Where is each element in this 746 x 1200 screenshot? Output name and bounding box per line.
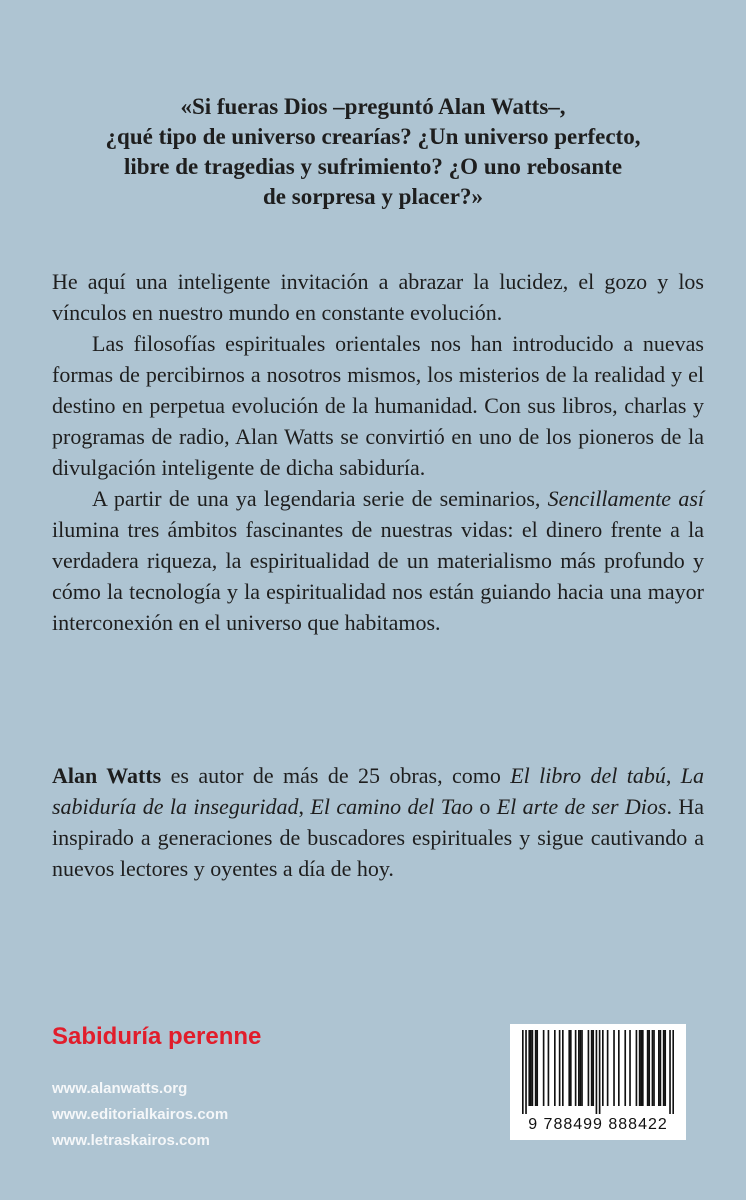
barcode-bar — [570, 1030, 572, 1106]
barcode-bar — [522, 1030, 524, 1114]
barcode-bar — [648, 1030, 650, 1106]
barcode-bar — [663, 1030, 665, 1106]
book-title: La sabiduría de la inseguridad — [52, 763, 705, 819]
barcode-bar — [581, 1030, 583, 1106]
barcode-bar — [639, 1030, 641, 1106]
website-link[interactable]: www.alanwatts.org — [52, 1080, 188, 1097]
barcode-bar — [554, 1030, 556, 1106]
bio-text: o — [472, 794, 497, 819]
book-title: El camino del Tao — [310, 794, 473, 819]
barcode-bar — [559, 1030, 561, 1106]
description-paragraph-3 — [52, 483, 704, 638]
barcode-bar — [592, 1030, 594, 1106]
website-list — [52, 1076, 228, 1154]
barcode-bar — [532, 1030, 534, 1106]
barcode-bar — [653, 1030, 655, 1106]
bio-text: , — [298, 794, 311, 819]
barcode-bar — [624, 1030, 626, 1106]
book-title: El libro del tabú — [510, 763, 666, 788]
barcode-bar — [591, 1030, 593, 1106]
book-title: Sencillamente así — [547, 486, 705, 511]
description-text: ilumina tres ámbitos fascinantes de nuestras vidas: el dinero frente a la verdadera riqueza, la espiritualidad de un materialismo más profundo y cómo la tecnología y la espiritualidad nos están guiando hacia una mayor interconexión en el universo que habitamos. — [52, 517, 704, 635]
website-link[interactable]: www.editorialkairos.com — [52, 1106, 229, 1123]
barcode-bar — [672, 1030, 674, 1114]
book-description — [52, 266, 704, 638]
barcode-bar — [578, 1030, 580, 1106]
barcode-bar — [548, 1030, 550, 1106]
barcode-bar — [580, 1030, 582, 1106]
quote-line: ¿qué tipo de universo crearías? ¿Un universo perfecto, — [105, 124, 641, 149]
barcode-bar — [568, 1030, 570, 1106]
quote-line: «Si fueras Dios –preguntó Alan Watts–, — [180, 94, 566, 119]
quote-line: libre de tragedias y sufrimiento? ¿O uno rebosante — [123, 154, 623, 179]
barcode-bar — [660, 1030, 662, 1106]
barcode-bar — [636, 1030, 638, 1106]
barcode-bars — [522, 1030, 674, 1114]
barcode-bar — [599, 1030, 601, 1114]
barcode-bar — [525, 1030, 527, 1114]
barcode-bar — [669, 1030, 671, 1114]
collection-name: Sabiduría perenne — [52, 1023, 262, 1050]
bio-text: es autor de más de 25 obras, como — [161, 763, 511, 788]
barcode-bar — [640, 1030, 642, 1106]
barcode-bar — [588, 1030, 590, 1106]
barcode-bar — [602, 1030, 604, 1106]
isbn-barcode — [510, 1024, 686, 1140]
description-paragraph-1: He aquí una inteligente invitación a abrazar la lucidez, el gozo y los vínculos en nuestro mundo en constante evolución. — [52, 269, 704, 325]
barcode-bar — [562, 1030, 564, 1106]
book-title: El arte de ser Dios — [496, 794, 667, 819]
description-text: A partir de una ya legendaria serie de seminarios, — [92, 486, 548, 511]
quote-line: de sorpresa y placer?» — [263, 184, 483, 209]
barcode-bar — [536, 1030, 538, 1106]
author-bio — [52, 760, 704, 884]
barcode-bar — [543, 1030, 545, 1106]
barcode-bar — [629, 1030, 631, 1106]
barcode-bar — [607, 1030, 609, 1106]
barcode-bar — [642, 1030, 644, 1106]
website-link[interactable]: www.letraskairos.com — [52, 1132, 210, 1149]
barcode-bar — [613, 1030, 615, 1106]
description-paragraph-2: Las filosofías espirituales orientales nos han introducido a nuevas formas de percibirnos a nosotros mismos, los misterios de la realidad y el destino en perpetua evolución de la humanidad. Con sus libros, charlas y programas de radio, Alan Watts se convirtió en uno de los pioneros de la divulgación inteligente de dicha sabiduría. — [52, 331, 704, 480]
barcode-bar — [658, 1030, 660, 1106]
barcode-bar — [652, 1030, 654, 1106]
barcode-bar — [647, 1030, 649, 1106]
barcode-bar — [530, 1030, 532, 1106]
barcode-bar — [664, 1030, 666, 1106]
bio-text: . Ha inspirado a generaciones de buscadores espirituales y sigue cautivando a nuevos lectores y oyentes a día de hoy. — [52, 794, 705, 881]
author-name: Alan Watts — [52, 763, 162, 788]
bio-text: , — [665, 763, 681, 788]
isbn-number: 9 788499 888422 — [528, 1116, 668, 1133]
barcode-bar — [535, 1030, 537, 1106]
barcode-bar — [528, 1030, 530, 1106]
barcode-bar — [596, 1030, 598, 1114]
back-cover-quote — [100, 92, 646, 212]
barcode-bar — [575, 1030, 577, 1106]
barcode-bar — [618, 1030, 620, 1106]
